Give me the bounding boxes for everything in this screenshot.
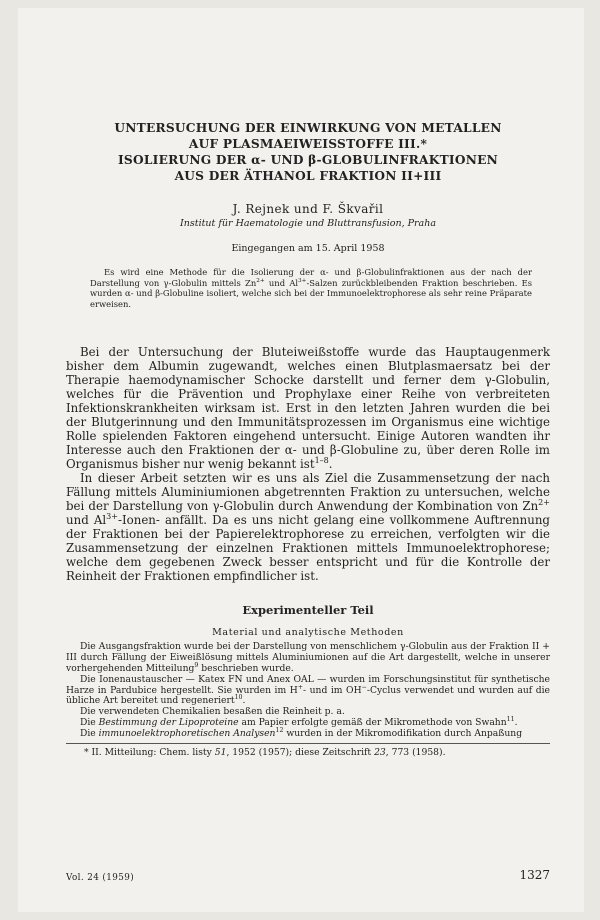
- title-line: UNTERSUCHUNG DER EINWIRKUNG VON METALLEN: [114, 121, 502, 135]
- methods-paragraph: Die immunoelektrophoretischen Analysen$^{12}$ wurden in der Mikromodifikation durch Anpaßung: [80, 726, 523, 739]
- authors: J. Rejnek und F. Škvařil: [232, 202, 384, 216]
- methods-paragraph: Die verwendeten Chemikalien besaßen die Reinheit p. a.: [80, 706, 345, 718]
- methods-paragraph: Die Bestimmung der Lipoproteine am Papier erfolgte gemäß der Mikromethode von Swahn$^{11}$.: [80, 715, 518, 728]
- article-title: [66, 120, 550, 184]
- received-date: Eingegangen am 15. April 1958: [231, 243, 385, 254]
- volume-info: Vol. 24 (1959): [66, 873, 135, 883]
- article-content: [66, 120, 550, 758]
- institute: Institut für Haematologie und Bluttransfusion, Praha: [180, 218, 436, 229]
- title-line: AUF PLASMAEIWEISSTOFFE III.*: [188, 137, 428, 151]
- title-line: ISOLIERUNG DER α- UND β-GLOBULINFRAKTIONEN: [117, 153, 499, 167]
- paragraph: In dieser Arbeit setzten wir es uns als Ziel die Zusammensetzung der nach Fällung mittels Aluminiumionen abgetrennten Fraktion zu untersuchen, welche bei der Darstellung von γ-Globulin durch Anwendung der Kombination von $Zn^{2+}$ und $Al^{3+}-Ionen-$ anfällt. Da es uns nicht gelang eine vollkommene Auftrennung der Fraktionen bei der Papierelektrophorese zu erreichen, verfolgten wir die Zusammensetzung der einzelnen Fraktionen mittels Immunoelektrophorese; welche dem gegebenen Zweck besser entspricht und für die Kontrolle der Reinheit der Fraktionen empfindlicher ist.: [66, 471, 550, 584]
- methods-paragraph: Die Ausgangsfraktion wurde bei der Darstellung von menschlichem γ-Globulin aus der Fraktion II + III durch Fällung der Eiweißlösung mittels Aluminiumionen auf die Art dargestellt, welche in unserer vorhergehenden Mitteilung$^9$ beschrieben wurde.: [66, 641, 550, 674]
- abstract: Es wird eine Methode für die Isolierung der α- und β-Globulinfraktionen aus der nach der Darstellung von γ-Globulin mittels $Zn^{2+}$ und $Al^{3+}$-Salzen zurückbleibenden Fraktion beschrieben. Es wurden α- und β-Globuline isoliert, welche sich bei der Immunoelektrophorese als sehr reine Präparate erweisen.: [90, 267, 533, 309]
- methods-text: [66, 642, 550, 739]
- subsection-heading: Material und analytische Methoden: [212, 627, 404, 639]
- title-line: AUS DER ÄTHANOL FRAKTION II+III: [174, 169, 442, 183]
- footnote: * II. Mitteilung: Chem. listy 51, 1952 (1957); diese Zeitschrift 23, 773 (1958).: [66, 743, 550, 758]
- methods-paragraph: Die Ionenaustauscher — Katex FN und Anex OAL — wurden im Forschungsinstitut für synthetische Harze in Pardubice hergestellt. Sie wurden im H+- und im OH−-Cyclus verwendet und wurden auf die übliche Art bereitet und regeneriert$^{10}$.: [66, 673, 550, 707]
- body-text: [66, 345, 550, 583]
- page-number: 1327: [519, 868, 550, 882]
- paragraph: Bei der Untersuchung der Bluteiweißstoffe wurde das Hauptaugenmerk bisher dem Albumin zugewandt, welches einen Blutplasmaersatz bei der Therapie haemodynamischer Schocke darstellt und ferner dem γ-Globulin, welches für die Prävention und Prophylaxe einer Reihe von verbreiteten Infektionskrankheiten wirksam ist. Erst in den letzten Jahren wurden die bei der Blutgerinnung und den Immunitätsprozessen im Organismus eine wichtige Rolle spielenden Faktoren eingehend untersucht. Einige Autoren wandten ihr Interesse auch den Fraktionen der α- und β-Globuline zu, über deren Rolle im Organismus bisher nur wenig bekannt ist$^{1-8}$.: [66, 345, 550, 472]
- section-heading: Experimenteller Teil: [242, 603, 374, 618]
- paper-page: [18, 8, 584, 912]
